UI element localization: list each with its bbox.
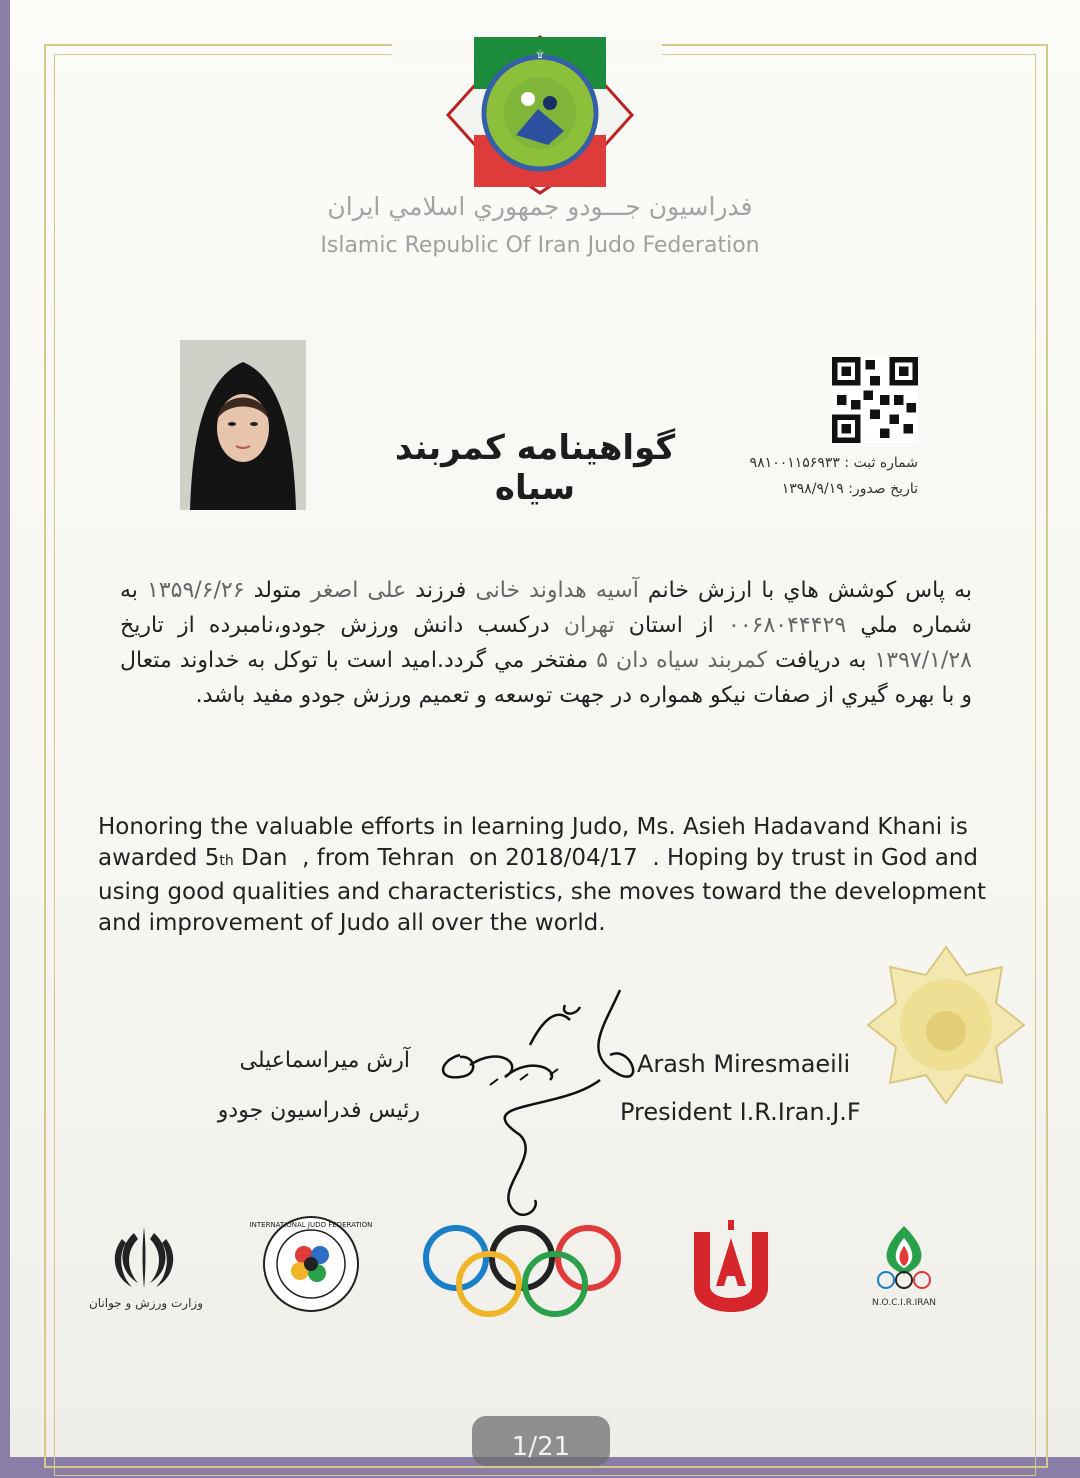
noc-iran-logo-icon: [866, 1224, 942, 1296]
body-en-text: Honoring the valuable efforts in learning Judo, Ms.: [98, 814, 676, 840]
body-en-text: is awarded: [98, 814, 968, 871]
body-en-text: , from: [302, 845, 371, 871]
signatory-name-en: Arash Miresmaeili: [637, 1050, 851, 1078]
federation-name-en: Islamic Republic Of Iran Judo Federation: [320, 233, 760, 258]
olympic-rings-icon: [420, 1222, 624, 1320]
award-date-en: 2018/04/17: [505, 845, 638, 871]
qr-code-icon: [830, 357, 920, 443]
holder-photo: [180, 340, 306, 510]
registration-label: شماره ثبت :: [844, 455, 918, 471]
registration-line: [700, 450, 918, 476]
judo-federation-emblem-icon: [446, 35, 634, 195]
birth-date-fa: ۱۳۵۹/۶/۲۶: [147, 578, 245, 603]
award-date-fa: ۱۳۹۷/۱/۲۸: [874, 648, 972, 673]
body-fa-text: به پاس کوشش هاي با ارزش خانم: [647, 578, 972, 603]
body-fa-text: متولد: [253, 578, 302, 603]
certificate-body-fa: [120, 573, 972, 713]
gold-seal-icon: [866, 945, 1026, 1105]
ijf-logo-text: INTERNATIONAL JUDO FEDERATION: [249, 1221, 373, 1229]
body-fa-text: به دريافت: [775, 648, 867, 673]
province-fa: تهران: [563, 613, 615, 638]
registration-number: ۹۸۱۰۰۱۱۵۶۹۳۳: [749, 455, 840, 471]
signatory-name-fa: آرش ميراسماعيلى: [239, 1048, 410, 1073]
registration-info: [700, 450, 918, 502]
dan-number: 5: [204, 845, 220, 871]
holder-name-fa: آسيه هداوند خانى: [475, 578, 639, 603]
svg-text:۩: ۩: [536, 49, 544, 60]
iran-emblem-icon: [112, 1225, 176, 1291]
ijf-logo-icon: [249, 1215, 373, 1313]
body-fa-text: دركسب دانش ورزش جودو،نامبرده از تاريخ: [120, 613, 550, 638]
issue-line: [700, 476, 918, 502]
national-id-fa: ۰۰۶۸۰۴۴۴۲۹: [728, 613, 847, 638]
holder-name-en: Asieh Hadavand Khani: [683, 814, 943, 840]
body-fa-text: از استان: [628, 613, 714, 638]
signatory-title-fa: رئيس فدراسيون جودو: [217, 1098, 420, 1123]
body-fa-text: فرزند: [415, 578, 467, 603]
signatory-title-en: President I.R.Iran.J.F: [620, 1098, 861, 1126]
asian-judo-union-logo-icon: [688, 1220, 774, 1324]
body-fa-text: مفتخر مي گردد.اميد است با توكل به خداوند متعال و با بهره گيري از صفات نيكو همواره در جهت توسعه و تعميم ورزش جودو مفيد باشد.: [120, 648, 972, 708]
federation-name-fa: فدراسيون جـــودو جمهوري اسلامي ايران: [327, 192, 753, 221]
father-name-fa: على اصغر: [310, 578, 407, 603]
body-fa-text: به شماره ملي: [120, 578, 973, 638]
issue-date: ۱۳۹۸/۹/۱۹: [781, 481, 844, 497]
page-indicator[interactable]: 1/21: [472, 1416, 610, 1466]
body-en-text: on: [469, 845, 498, 871]
rank-fa: كمربند سياه دان ۵: [596, 648, 768, 673]
certificate-title: گواهینامه کمربند سیاه: [394, 428, 676, 508]
dan-word: Dan: [241, 845, 288, 871]
ministry-caption: وزارت ورزش و جوانان: [88, 1296, 204, 1310]
noc-caption: N.O.C.I.R.IRAN: [871, 1298, 937, 1308]
dan-suffix: th: [219, 853, 234, 869]
city-en: Tehran: [377, 845, 455, 871]
issue-label: تاریخ صدور:: [848, 481, 918, 497]
certificate-body-en: [98, 812, 988, 939]
body-en-text: . Hoping by trust in God and using good qualities and characteristics, she moves toward the development and improvement of Judo all over the world.: [98, 845, 987, 936]
